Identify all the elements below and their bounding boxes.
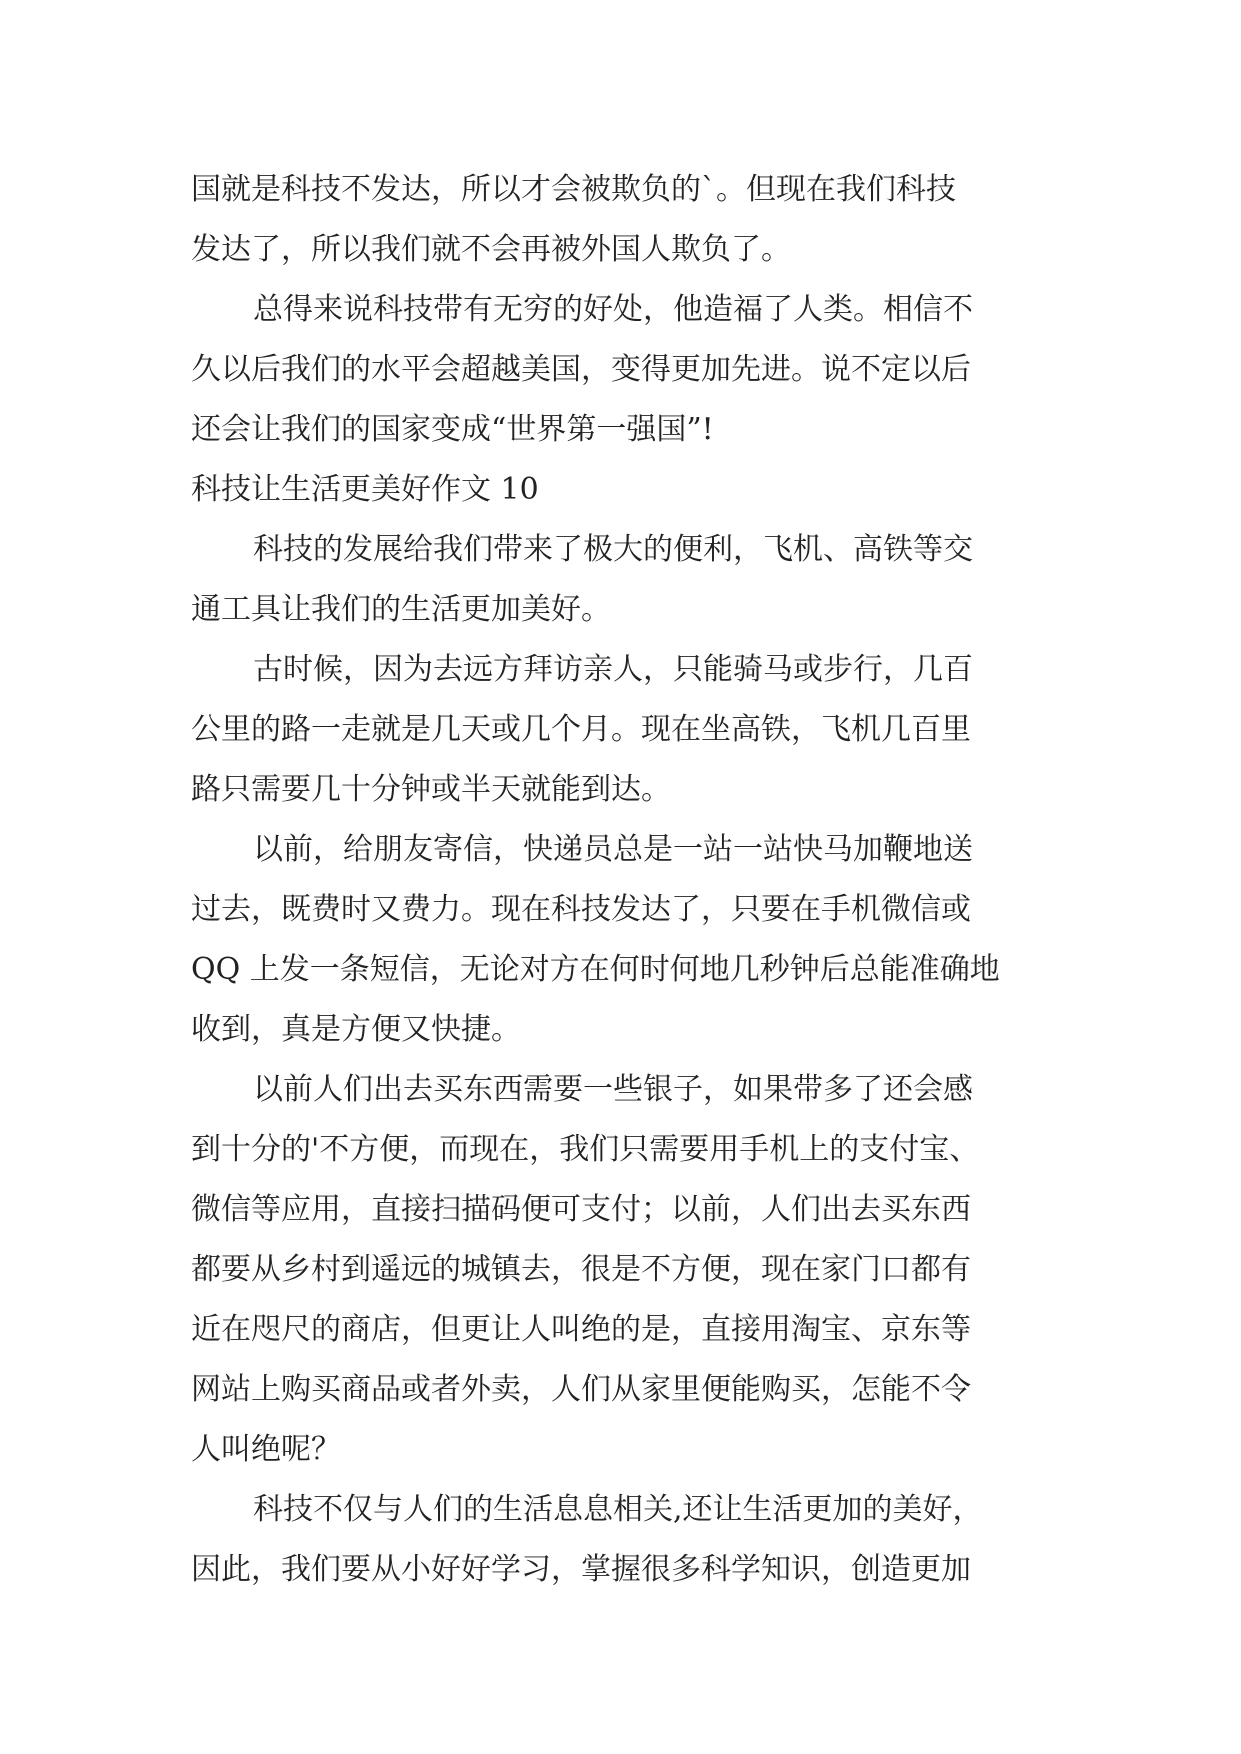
paragraph-line: 公里的路一走就是几天或几个月。现在坐高铁，飞机几百里: [191, 712, 971, 747]
paragraph-line: 微信等应用，直接扫描码便可支付；以前，人们出去买东西: [191, 1192, 971, 1227]
paragraph-line: 近在咫尺的商店，但更让人叫绝的是，直接用淘宝、京东等: [191, 1312, 971, 1347]
paragraph-line: 总得来说科技带有无穷的好处，他造福了人类。相信不: [253, 292, 973, 327]
paragraph-line: 还会让我们的国家变成“世界第一强国”!: [191, 412, 714, 447]
paragraph-line: 通工具让我们的生活更加美好。: [191, 592, 611, 627]
paragraph-line: 因此，我们要从小好好学习，掌握很多科学知识，创造更加: [191, 1552, 971, 1587]
paragraph-line: 科技不仅与人们的生活息息相关,还让生活更加的美好，: [253, 1492, 983, 1527]
paragraph-line: 网站上购买商品或者外卖，人们从家里便能购买，怎能不令: [191, 1372, 971, 1407]
paragraph-line: QQ 上发一条短信，无论对方在何时何地几秒钟后总能准确地: [191, 952, 1000, 987]
paragraph-line: 以前人们出去买东西需要一些银子，如果带多了还会感: [253, 1072, 973, 1107]
paragraph-line: 路只需要几十分钟或半天就能到达。: [191, 772, 671, 807]
paragraph-line: 国就是科技不发达，所以才会被欺负的`。但现在我们科技: [191, 172, 956, 207]
paragraph-line: 科技的发展给我们带来了极大的便利，飞机、高铁等交: [253, 532, 973, 567]
section-heading: 科技让生活更美好作文 10: [191, 472, 539, 507]
paragraph-line: 发达了，所以我们就不会再被外国人欺负了。: [191, 232, 791, 267]
paragraph-line: 久以后我们的水平会超越美国，变得更加先进。说不定以后: [191, 352, 971, 387]
paragraph-line: 人叫绝呢？: [191, 1432, 341, 1467]
paragraph-line: 过去，既费时又费力。现在科技发达了，只要在手机微信或: [191, 892, 971, 927]
paragraph-line: 都要从乡村到遥远的城镇去，很是不方便，现在家门口都有: [191, 1252, 971, 1287]
paragraph-line: 古时候，因为去远方拜访亲人，只能骑马或步行，几百: [253, 652, 973, 687]
paragraph-line: 收到，真是方便又快捷。: [191, 1012, 521, 1047]
paragraph-line: 以前，给朋友寄信，快递员总是一站一站快马加鞭地送: [253, 832, 973, 867]
paragraph-line: 到十分的'不方便，而现在，我们只需要用手机上的支付宝、: [191, 1132, 980, 1167]
document-body: [191, 160, 1051, 1600]
